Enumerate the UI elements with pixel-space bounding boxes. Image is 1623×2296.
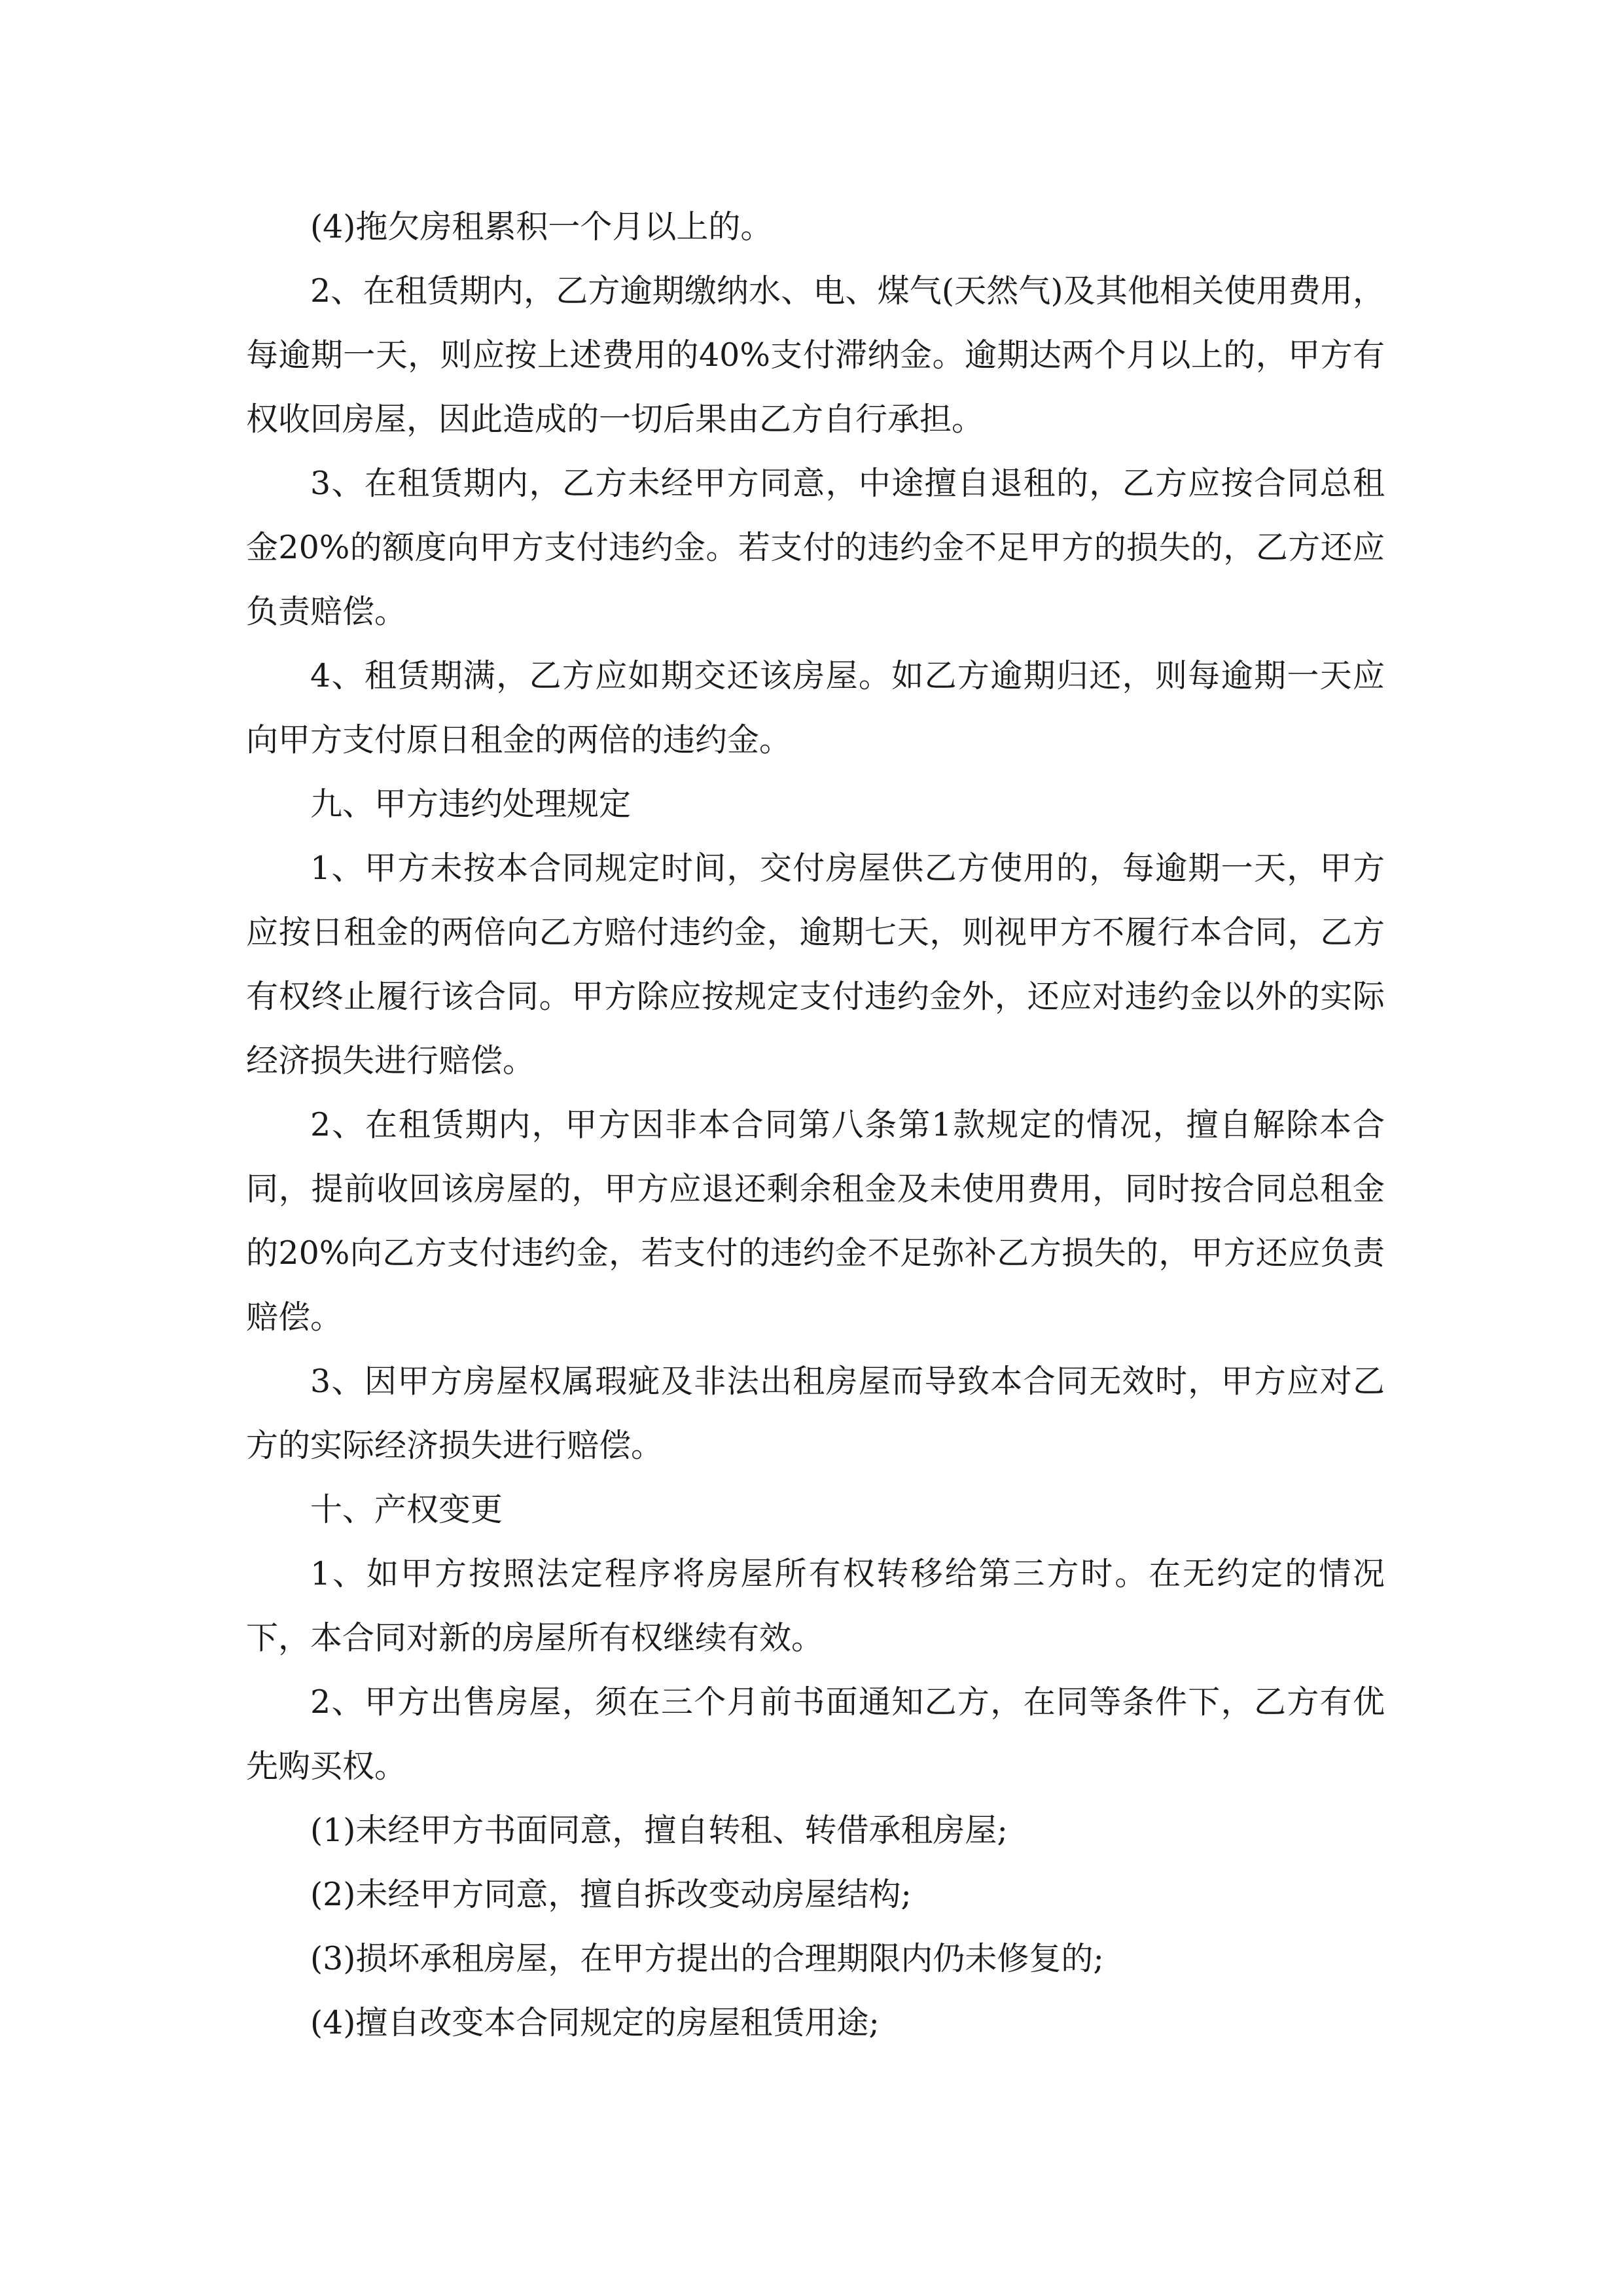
paragraph-early-termination-by-tenant: 3、在租赁期内，乙方未经甲方同意，中途擅自退租的，乙方应按合同总租金20%的额度向甲方支付违约金。若支付的违约金不足甲方的损失的，乙方还应负责赔偿。 bbox=[246, 465, 1385, 630]
paragraph-early-termination-by-landlord: 2、在租赁期内，甲方因非本合同第八条第1款规定的情况，擅自解除本合同，提前收回该房屋的，甲方应退还剩余租金及未使用费用，同时按合同总租金的20%向乙方支付违约金，若支付的违约金不足弥补乙方损失的，甲方还应负责赔偿。 bbox=[246, 1106, 1385, 1336]
paragraph-title-defect: 3、因甲方房屋权属瑕疵及非法出租房屋而导致本合同无效时，甲方应对乙方的实际经济损失进行赔偿。 bbox=[246, 1363, 1385, 1464]
paragraph-ownership-transfer: 1、如甲方按照法定程序将房屋所有权转移给第三方时。在无约定的情况下，本合同对新的房屋所有权继续有效。 bbox=[246, 1555, 1385, 1657]
list-item-change-of-use: (4)擅自改变本合同规定的房屋租赁用途; bbox=[310, 2004, 880, 2041]
list-item-sublet: (1)未经甲方书面同意，擅自转租、转借承租房屋; bbox=[310, 1812, 1008, 1849]
list-item-structural-change: (2)未经甲方同意，擅自拆改变动房屋结构; bbox=[310, 1876, 912, 1913]
paragraph-late-delivery: 1、甲方未按本合同规定时间，交付房屋供乙方使用的，每逾期一天，甲方应按日租金的两倍向乙方赔付违约金，逾期七天，则视甲方不履行本合同，乙方有权终止履行该合同。甲方除应按规定支付违约金外，还应对违约金以外的实际经济损失进行赔偿。 bbox=[246, 850, 1385, 1079]
paragraph-lease-expiry-return: 4、租赁期满，乙方应如期交还该房屋。如乙方逾期归还，则每逾期一天应向甲方支付原日租金的两倍的违约金。 bbox=[246, 657, 1385, 759]
paragraph-item-4-arrears: (4)拖欠房租累积一个月以上的。 bbox=[310, 208, 773, 245]
paragraph-late-utility-fees: 2、在租赁期内，乙方逾期缴纳水、电、煤气(天然气)及其他相关使用费用，每逾期一天，则应按上述费用的40%支付滞纳金。逾期达两个月以上的，甲方有权收回房屋，因此造成的一切后果由乙方自行承担。 bbox=[246, 272, 1385, 438]
section-heading-property-change: 十、产权变更 bbox=[310, 1491, 503, 1528]
list-item-damage: (3)损坏承租房屋，在甲方提出的合理期限内仍未修复的; bbox=[310, 1940, 1104, 1977]
document-body bbox=[246, 195, 1385, 2055]
section-heading-landlord-breach: 九、甲方违约处理规定 bbox=[310, 785, 632, 823]
paragraph-right-of-first-refusal: 2、甲方出售房屋，须在三个月前书面通知乙方，在同等条件下，乙方有优先购买权。 bbox=[246, 1683, 1385, 1785]
